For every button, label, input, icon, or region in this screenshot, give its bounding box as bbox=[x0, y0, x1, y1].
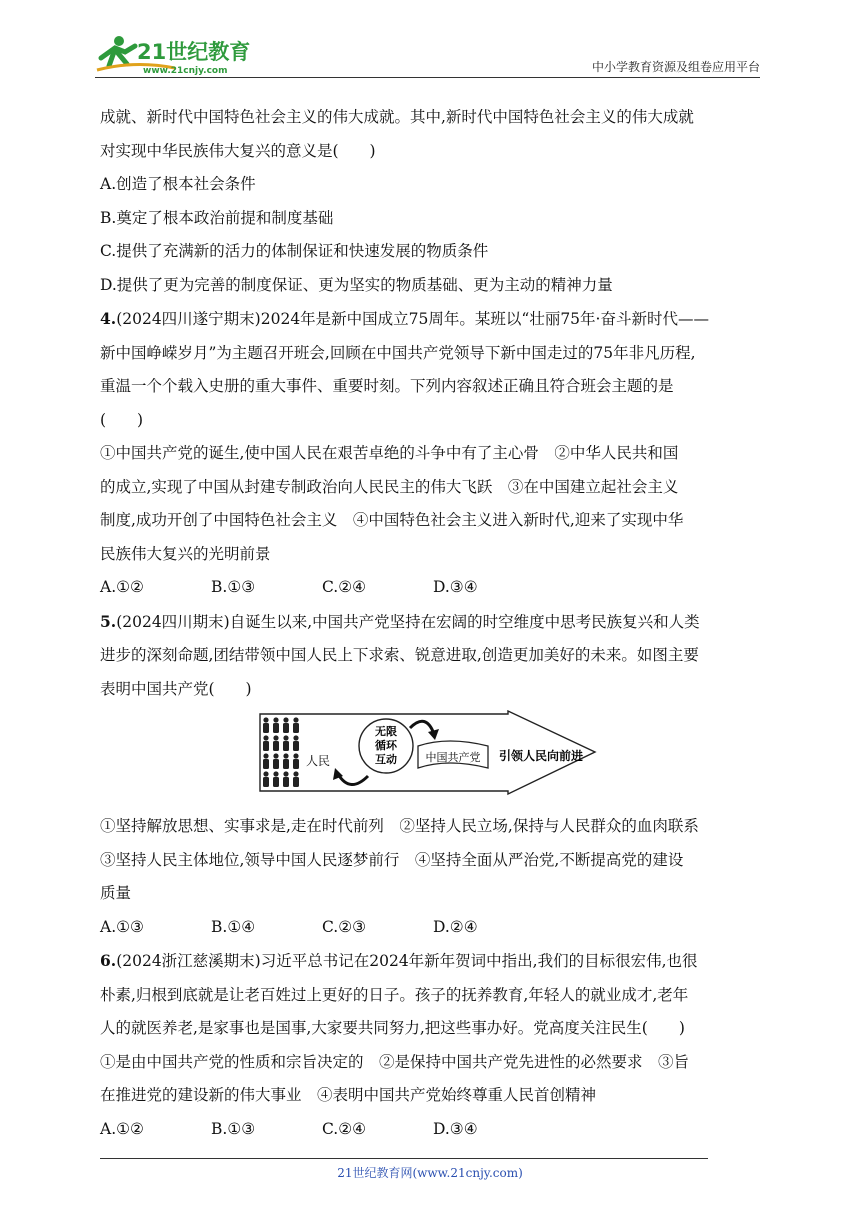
person-icon bbox=[293, 759, 299, 769]
logo-text: 21世纪教育 bbox=[137, 40, 251, 64]
person-icon bbox=[263, 759, 269, 769]
footer-link[interactable]: 21世纪教育网(www.21cnjy.com) bbox=[337, 1166, 523, 1180]
logo-url: www.21cnjy.com bbox=[143, 66, 228, 76]
page-header bbox=[95, 30, 760, 80]
q6-number: 6. bbox=[100, 951, 117, 970]
q4-statement-line: ①中国共产党的诞生,使中国人民在艰苦卓绝的斗争中有了主心骨 ②中华人民共和国 bbox=[100, 444, 679, 462]
question-4 bbox=[100, 302, 763, 605]
q5-number: 5. bbox=[100, 611, 117, 631]
person-icon bbox=[273, 753, 278, 758]
q5-options bbox=[100, 911, 763, 945]
person-icon bbox=[263, 717, 268, 722]
question-6 bbox=[100, 944, 763, 1146]
platform-name: 中小学教育资源及组卷应用平台 bbox=[591, 60, 760, 74]
person-icon bbox=[293, 723, 299, 733]
q5-option-c: C.②③ bbox=[322, 917, 367, 936]
q5-statement-line: 质量 bbox=[100, 884, 132, 902]
header-divider bbox=[95, 77, 760, 78]
person-icon bbox=[293, 717, 298, 722]
q3-option-b: B.奠定了根本政治前提和制度基础 bbox=[100, 208, 334, 227]
person-icon bbox=[283, 735, 288, 740]
q4-number: 4. bbox=[100, 309, 117, 328]
q3-option-a: A.创造了根本社会条件 bbox=[100, 175, 256, 193]
person-icon bbox=[273, 759, 279, 769]
q4-option-d: D.③④ bbox=[433, 578, 478, 596]
person-icon bbox=[263, 771, 268, 776]
q5-option-a: A.①③ bbox=[100, 917, 144, 936]
q3-stem-line: 对实现中华民族伟大复兴的意义是( ) bbox=[100, 141, 376, 160]
q5-statement-line: ①坚持解放思想、实事求是,走在时代前列 ②坚持人民立场,保持与人民群众的血肉联系 bbox=[100, 817, 699, 835]
q5-stem-line: 进步的深刻命题,团结带领中国人民上下求索、锐意进取,创造更加美好的未来。如图主要 bbox=[100, 646, 699, 664]
person-icon bbox=[273, 735, 278, 740]
person-icon bbox=[283, 753, 288, 758]
cycle-label-1: 无限 bbox=[375, 725, 397, 738]
question-3 bbox=[100, 101, 763, 302]
person-icon bbox=[263, 753, 268, 758]
q4-option-b: B.①③ bbox=[211, 578, 256, 596]
person-icon bbox=[293, 777, 299, 787]
q3-option-d: D.提供了更为完善的制度保证、更为坚实的物质基础、更为主动的精神力量 bbox=[100, 275, 613, 294]
q4-statement-line: 的成立,实现了中国从封建专制政治向人民民主的伟大飞跃 ③在中国建立起社会主义 bbox=[100, 477, 679, 496]
q4-statement-line: 民族伟大复兴的光明前景 bbox=[100, 544, 271, 563]
person-icon bbox=[273, 723, 279, 733]
q5-stem-line: 表明中国共产党( ) bbox=[100, 679, 252, 698]
q6-option-d: D.③④ bbox=[433, 1119, 478, 1138]
q4-stem-line: 新中国峥嵘岁月”为主题召开班会,回顾在中国共产党领导下新中国走过的75年非凡历程, bbox=[100, 343, 696, 362]
person-icon bbox=[263, 777, 269, 787]
question-content bbox=[100, 101, 763, 1146]
cycle-label-2: 循环 bbox=[375, 739, 397, 752]
q3-stem-line: 成就、新时代中国特色社会主义的伟大成就。其中,新时代中国特色社会主义的伟大成就 bbox=[100, 108, 694, 126]
person-icon bbox=[293, 741, 299, 751]
q4-statement-line: 制度,成功开创了中国特色社会主义 ④中国特色社会主义进入新时代,迎来了实现中华 bbox=[100, 511, 684, 529]
q4-stem-line: ( ) bbox=[100, 410, 144, 429]
person-icon bbox=[273, 771, 278, 776]
q6-option-c: C.②④ bbox=[322, 1119, 367, 1138]
q6-stem-line: 朴素,归根到底就是让老百姓过上更好的日子。孩子的抚养教育,年轻人的就业成才,老年 bbox=[100, 985, 689, 1004]
q5-stem-line: 5.(2024四川期末)自诞生以来,中国共产党坚持在宏阔的时空维度中思考民族复兴和人类 bbox=[100, 611, 700, 631]
person-icon bbox=[283, 741, 289, 751]
party-label: 中国共产党 bbox=[425, 751, 481, 764]
cycle-label-3: 互动 bbox=[375, 753, 397, 766]
person-icon bbox=[293, 735, 298, 740]
q4-stem-line: 4.(2024四川遂宁期末)2024年是新中国成立75周年。某班以“壮丽75年·奋斗新时代—— bbox=[100, 309, 709, 328]
q6-statement-line: 在推进党的建设新的伟大事业 ④表明中国共产党始终尊重人民首创精神 bbox=[100, 1086, 597, 1104]
person-icon bbox=[273, 777, 279, 787]
person-icon bbox=[283, 771, 288, 776]
person-icon bbox=[273, 741, 279, 751]
person-icon bbox=[283, 777, 289, 787]
q4-options bbox=[100, 571, 763, 605]
q6-options bbox=[100, 1113, 763, 1147]
people-label: 人民 bbox=[306, 754, 331, 768]
q4-option-a: A.①② bbox=[100, 578, 144, 596]
person-icon bbox=[293, 771, 298, 776]
lead-label: 引领人民向前进 bbox=[498, 749, 584, 763]
person-icon bbox=[283, 723, 289, 733]
q6-stem-line: 人的就医养老,是家事也是国事,大家要共同努力,把这些事办好。党高度关注民生( ) bbox=[100, 1019, 685, 1037]
question-5 bbox=[100, 605, 763, 945]
q4-option-c: C.②④ bbox=[322, 578, 367, 596]
q5-statement-line: ③坚持人民主体地位,领导中国人民逐梦前行 ④坚持全面从严治党,不断提高党的建设 bbox=[100, 850, 684, 869]
q3-option-c: C.提供了充满新的活力的体制保证和快速发展的物质条件 bbox=[100, 242, 489, 260]
q5-option-b: B.①④ bbox=[211, 917, 256, 936]
q6-statement-line: ①是由中国共产党的性质和宗旨决定的 ②是保持中国共产党先进性的必然要求 ③旨 bbox=[100, 1052, 690, 1071]
person-icon bbox=[263, 741, 269, 751]
person-icon bbox=[283, 759, 289, 769]
q6-stem-line: 6.(2024浙江慈溪期末)习近平总书记在2024年新年贺词中指出,我们的目标很宏伟,也很 bbox=[100, 951, 698, 970]
q4-stem-line: 重温一个个载入史册的重大事件、重要时刻。下列内容叙述正确且符合班会主题的是 bbox=[100, 377, 674, 395]
footer-divider bbox=[100, 1158, 708, 1159]
q6-option-b: B.①③ bbox=[211, 1119, 256, 1138]
person-icon bbox=[293, 753, 298, 758]
party-people-diagram bbox=[258, 710, 598, 800]
person-icon bbox=[273, 717, 278, 722]
person-icon bbox=[263, 735, 268, 740]
q5-option-d: D.②④ bbox=[433, 917, 478, 936]
person-icon bbox=[283, 717, 288, 722]
logo-21cnjy bbox=[95, 34, 260, 76]
person-icon bbox=[263, 723, 269, 733]
q6-option-a: A.①② bbox=[100, 1119, 144, 1138]
